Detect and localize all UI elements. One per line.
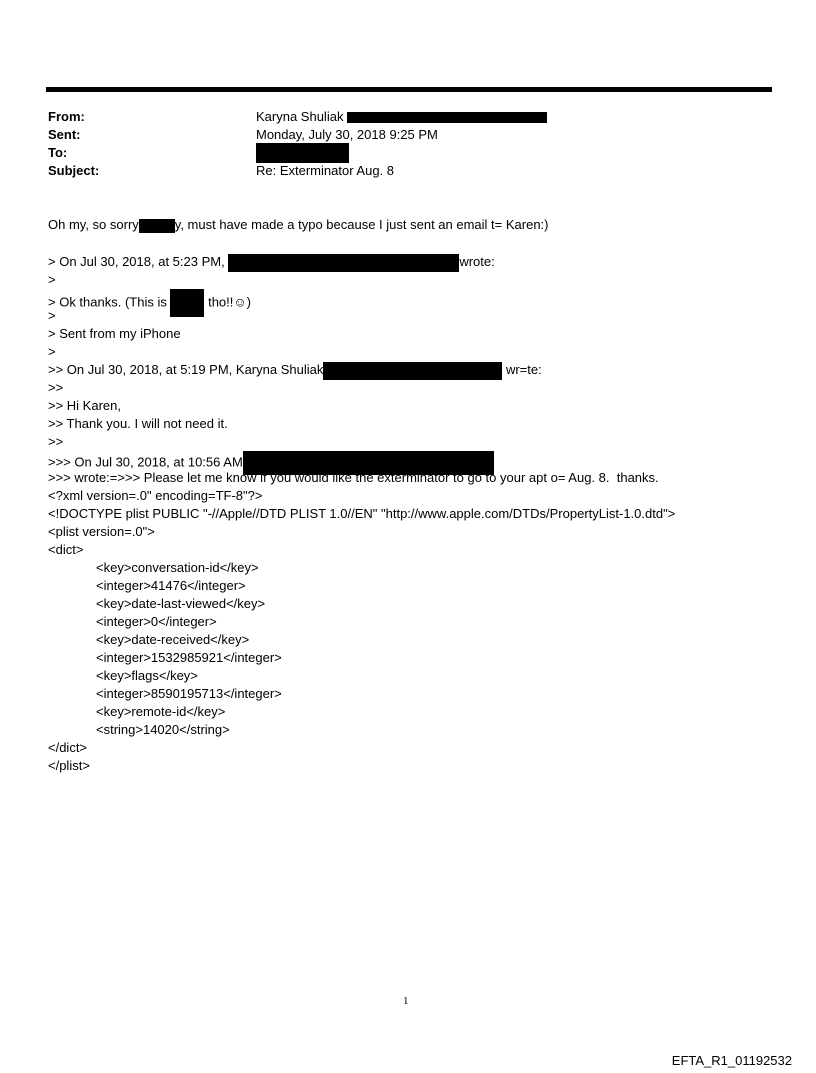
header-rule [46, 87, 772, 92]
body-line-23: <key>date-received</key> [96, 632, 250, 647]
redaction [170, 289, 204, 317]
subject-value: Re: Exterminator Aug. 8 [256, 163, 395, 178]
body-line-20: <integer>41476</integer> [96, 578, 246, 593]
body-line-29: </dict> [48, 740, 88, 755]
document-id: EFTA_R1_01192532 [671, 1053, 792, 1068]
body-text: wrote: [459, 254, 495, 269]
body-text: > Ok thanks. (This is [48, 294, 167, 310]
body-line-16: <!DOCTYPE plist PUBLIC "-//Apple//DTD PLIST 1.0//EN" "http://www.apple.com/DTDs/PropertyList-1.0.dtd"> [48, 506, 676, 521]
body-line-11: >> Thank you. I will not need it. [48, 416, 228, 431]
from-name: Karyna Shuliak [256, 109, 344, 124]
body-line-3: > [48, 272, 56, 287]
sent-value: Monday, July 30, 2018 9:25 PM [256, 127, 438, 142]
redaction-from-email [347, 112, 547, 123]
body-line-15: <?xml version=.0" encoding=TF-8"?> [48, 488, 263, 503]
body-line-22: <integer>0</integer> [96, 614, 217, 629]
body-line-4 [48, 289, 251, 317]
body-line-25: <key>flags</key> [96, 668, 198, 683]
redaction [139, 219, 175, 233]
body-line-9: >> [48, 380, 64, 395]
body-text: Oh my, so sorry [48, 217, 139, 232]
to-value [256, 144, 349, 163]
page-number: 1 [403, 995, 409, 1007]
body-line-28: <string>14020</string> [96, 722, 230, 737]
body-line-18: <dict> [48, 542, 84, 557]
body-text: tho!!☺) [208, 294, 251, 310]
body-line-26: <integer>8590195713</integer> [96, 686, 282, 701]
body-text: wr=te: [505, 362, 542, 377]
body-line-2 [48, 253, 495, 272]
from-value [256, 108, 547, 126]
body-line-5: > [48, 308, 56, 323]
body-line-24: <integer>1532985921</integer> [96, 650, 282, 665]
to-label: To: [48, 145, 68, 160]
redaction-to [256, 143, 349, 163]
body-line-6: > Sent from my iPhone [48, 326, 181, 341]
body-text: > On Jul 30, 2018, at 5:23 PM, [48, 254, 225, 269]
redaction [323, 362, 502, 380]
body-line-7: > [48, 344, 56, 359]
body-text: >>> On Jul 30, 2018, at 10:56 AM [48, 454, 243, 470]
body-line-21: <key>date-last-viewed</key> [96, 596, 266, 611]
body-text: >> On Jul 30, 2018, at 5:19 PM, Karyna Shuliak [48, 362, 324, 377]
body-line-17: <plist version=.0"> [48, 524, 155, 539]
subject-label: Subject: [48, 163, 100, 178]
body-line-12: >> [48, 434, 64, 449]
body-line-14: >>> wrote:=>>> Please let me know if you would like the exterminator to go to your apt o= Aug. 8. thanks. [48, 470, 659, 485]
body-text: y, must have made a typo because I just sent an email t= Karen:) [174, 217, 549, 232]
body-line-1 [48, 216, 549, 234]
body-line-10: >> Hi Karen, [48, 398, 121, 413]
sent-label: Sent: [48, 127, 81, 142]
body-line-30: </plist> [48, 758, 90, 773]
body-line-27: <key>remote-id</key> [96, 704, 226, 719]
body-line-19: <key>conversation-id</key> [96, 560, 259, 575]
redaction [228, 254, 459, 272]
body-line-8 [48, 361, 542, 380]
from-label: From: [48, 109, 85, 124]
